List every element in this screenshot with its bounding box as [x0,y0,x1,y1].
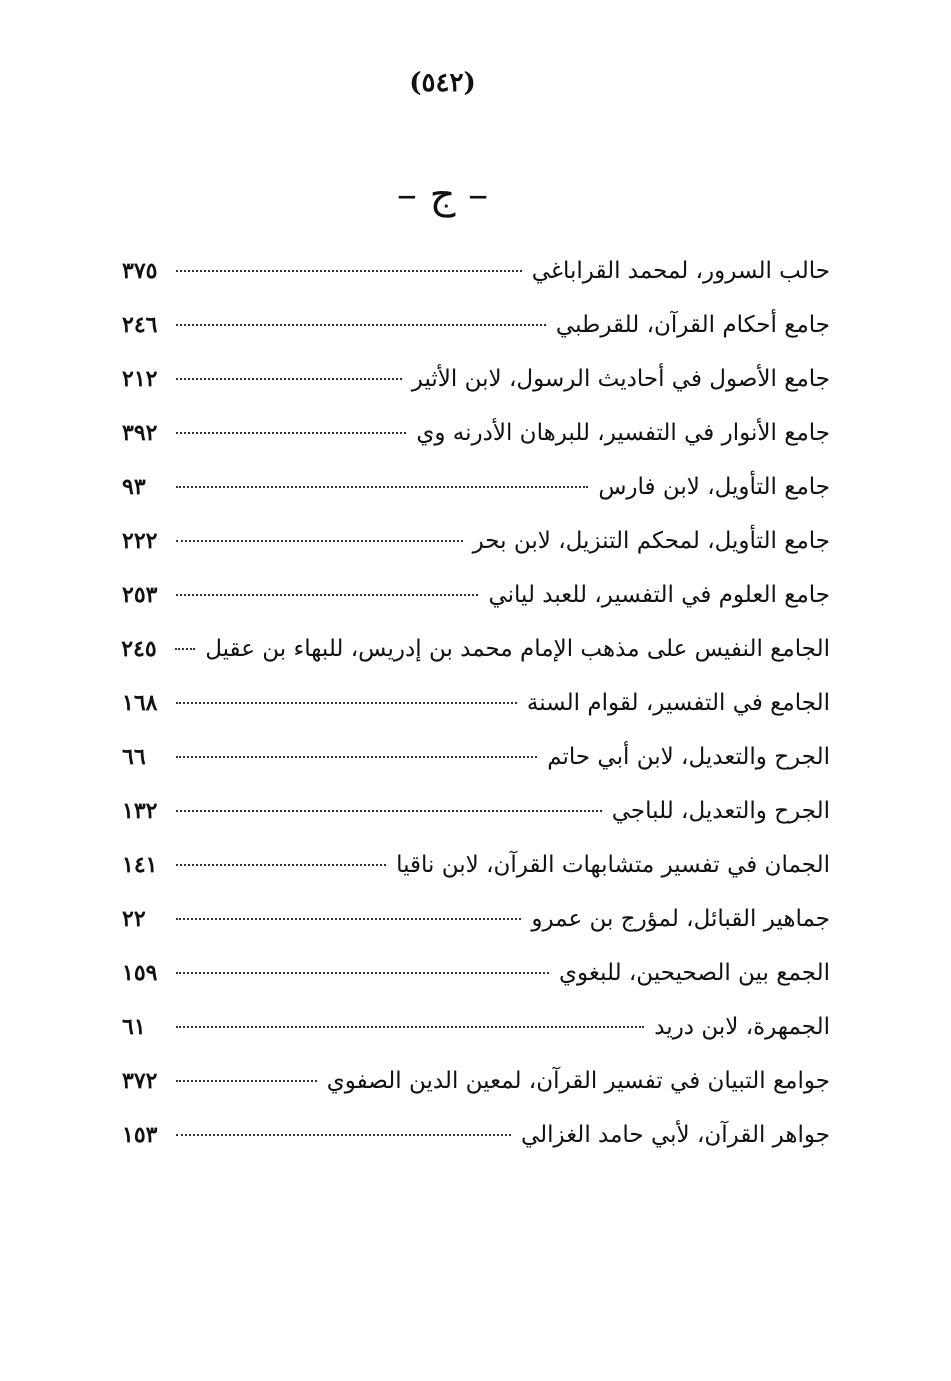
dot-leader [176,594,478,596]
entry-page-number: ٣٧٢ [122,1068,158,1094]
entry-title: الجامع في التفسير، لقوام السنة [526,690,830,716]
dot-leader [176,486,588,488]
index-entry [122,946,830,1000]
entry-title: الجرح والتعديل، لابن أبي حاتم [547,744,830,770]
entry-page-number: ١٥٩ [122,960,158,986]
entry-page-number: ٢١٢ [122,366,158,392]
entry-title: الجامع النفيس على مذهب الإمام محمد بن إدريس، للبهاء بن عقيل [205,636,830,662]
entry-page-number: ٢٢ [122,906,146,932]
index-entry [122,838,830,892]
entry-title: جامع التأويل، لمحكم التنزيل، لابن بحر [472,528,830,554]
entry-page-number: ٢٥٣ [122,582,158,608]
dot-leader [176,864,386,866]
entry-page-number: ٣٧٥ [122,258,158,284]
dot-leader [176,540,463,542]
entry-title: جامع أحكام القرآن، للقرطبي [555,312,830,338]
entry-page-number: ٢٤٦ [122,312,158,338]
index-entry [122,1000,830,1054]
entry-title: حالب السرور، لمحمد القراباغي [531,258,830,284]
index-entry [122,244,830,298]
entry-page-number: ٣٩٢ [122,420,158,446]
entry-title: جامع العلوم في التفسير، للعبد لياني [488,582,830,608]
entry-title: جامع التأويل، لابن فارس [598,474,830,500]
entry-page-number: ٢٤٥ [121,636,157,662]
entry-page-number: ١٣٢ [122,798,158,824]
index-list [122,244,830,1162]
index-entry [122,406,830,460]
index-entry [122,1054,830,1108]
index-entry [122,622,830,676]
dot-leader [176,378,402,380]
entry-title: جامع الأنوار في التفسير، للبرهان الأدرنه وي [416,420,830,446]
dot-leader [175,648,195,650]
section-heading: – ج – [396,172,489,218]
entry-title: الجمهرة، لابن دريد [654,1014,830,1040]
index-entry [122,298,830,352]
entry-page-number: ٦١ [122,1014,146,1040]
index-entry [122,676,830,730]
dot-leader [176,702,517,704]
index-entry [122,1108,830,1162]
entry-page-number: ٩٣ [122,474,146,500]
dot-leader [176,270,522,272]
entry-title: جماهير القبائل، لمؤرج بن عمرو [531,906,830,932]
entry-title: جواهر القرآن، لأبي حامد الغزالي [520,1122,830,1148]
entry-title: جوامع التبيان في تفسير القرآن، لمعين الدين الصفوي [326,1068,830,1094]
index-entry [122,568,830,622]
dot-leader [176,432,406,434]
entry-page-number: ١٦٨ [122,690,158,716]
dot-leader [176,324,546,326]
entry-page-number: ٢٢٢ [122,528,158,554]
index-entry [122,730,830,784]
index-entry [122,514,830,568]
dot-leader [176,1134,511,1136]
dot-leader [176,972,549,974]
index-entry [122,352,830,406]
index-entry [122,460,830,514]
entry-title: الجمان في تفسير متشابهات القرآن، لابن ناقيا [396,852,830,878]
dot-leader [176,1080,317,1082]
entry-page-number: ١٥٣ [122,1122,158,1148]
index-entry [122,784,830,838]
dot-leader [176,810,602,812]
dot-leader [176,756,537,758]
entry-page-number: ١٤١ [122,852,158,878]
dot-leader [176,1026,644,1028]
index-entry [122,892,830,946]
entry-title: جامع الأصول في أحاديث الرسول، لابن الأثير [411,366,830,392]
entry-title: الجرح والتعديل، للباجي [611,798,830,824]
entry-page-number: ٦٦ [122,744,146,770]
page-number: (٥٤٢) [409,68,476,98]
entry-title: الجمع بين الصحيحين، للبغوي [559,960,830,986]
dot-leader [176,918,521,920]
